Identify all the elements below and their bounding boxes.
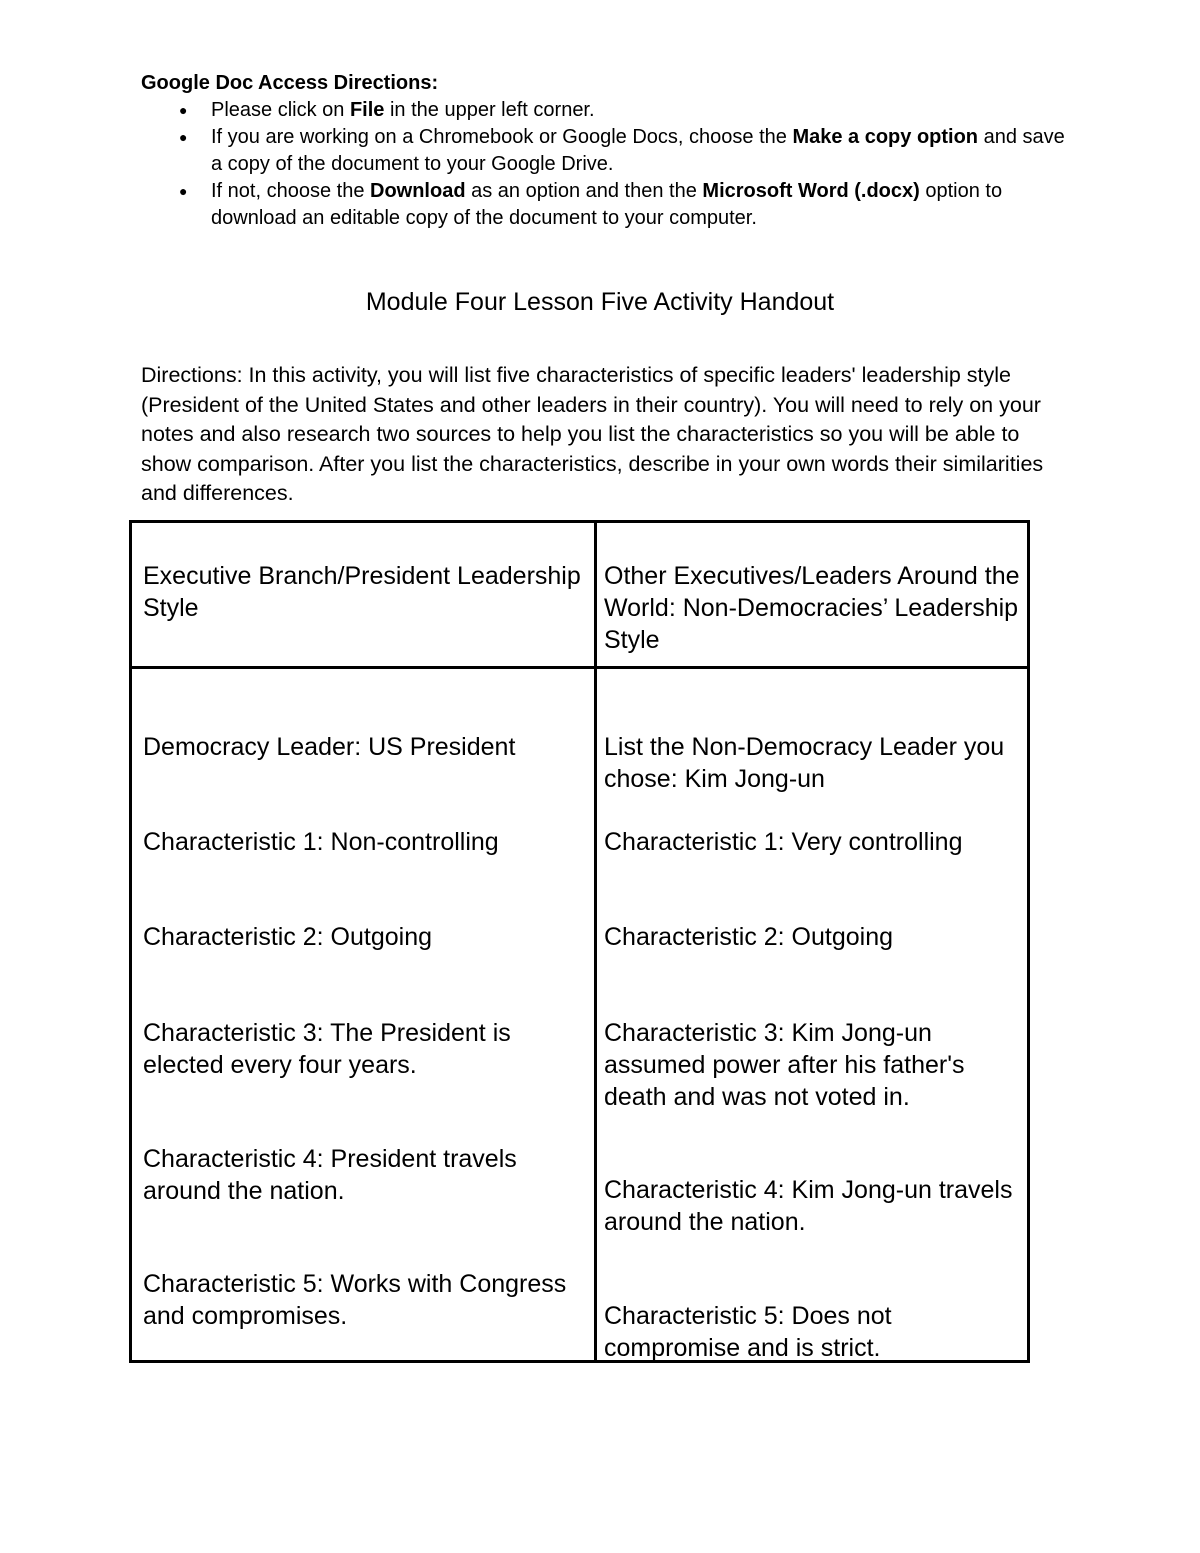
right-characteristic-2: Characteristic 2: Outgoing <box>604 923 894 951</box>
left-characteristic-4: Characteristic 4: President travels around the nation. <box>143 1145 517 1205</box>
left-characteristic-2: Characteristic 2: Outgoing <box>143 923 433 951</box>
item-bold-text: Download <box>370 180 466 202</box>
page-title: Module Four Lesson Five Activity Handout <box>365 288 835 316</box>
access-directions <box>141 70 1071 232</box>
right-leader: List the Non-Democracy Leader you chose: Kim Jong-un <box>604 733 1005 793</box>
activity-directions: Directions: In this activity, you will list five characteristics of specific leaders' leadership style (President of the United States and other leaders in their country). You will need to rely on your notes and also research two sources to help you list the characteristics so you will be able to show comparison. After you list the characteristics, describe in your own words their similarities and differences. <box>141 363 1044 505</box>
bullet-icon: ● <box>179 102 188 118</box>
item-bold-text: File <box>349 99 385 121</box>
right-characteristic-1: Characteristic 1: Very controlling <box>604 828 963 856</box>
item-text: If you are working on a Chromebook or Google Docs, choose the <box>211 126 793 148</box>
left-characteristic-1: Characteristic 1: Non-controlling <box>143 828 499 856</box>
right-characteristic-3: Characteristic 3: Kim Jong-un assumed power after his father's death and was not voted in. <box>604 1019 965 1111</box>
header-left: Executive Branch/President Leadership Style <box>143 562 581 622</box>
bullet-icon: ● <box>179 129 188 145</box>
right-characteristic-5: Characteristic 5: Does not compromise and is strict. <box>604 1302 892 1362</box>
access-directions-heading: Google Doc Access Directions: <box>141 72 439 94</box>
item-text: and save a copy of the document to your Google Drive. <box>211 126 1065 175</box>
bullet-icon: ● <box>179 183 188 199</box>
item-text: as an option and then the <box>465 180 703 202</box>
column-divider <box>594 523 597 1360</box>
left-characteristic-5: Characteristic 5: Works with Congress and compromises. <box>143 1270 567 1330</box>
item-text: Please click on <box>211 99 350 121</box>
comparison-table <box>129 520 1030 1363</box>
header-right: Other Executives/Leaders Around the World: Non-Democracies’ Leadership Style <box>604 562 1020 654</box>
list-item <box>141 178 1071 232</box>
right-characteristic-4: Characteristic 4: Kim Jong-un travels around the nation. <box>604 1176 1013 1236</box>
left-leader: Democracy Leader: US President <box>143 733 516 761</box>
list-item <box>141 97 1071 124</box>
item-text: in the upper left corner. <box>384 99 595 121</box>
access-directions-list <box>141 97 1071 232</box>
left-characteristic-3: Characteristic 3: The President is elected every four years. <box>143 1019 511 1079</box>
item-bold-text: Make a copy option <box>792 126 979 148</box>
item-bold-text: Microsoft Word (.docx) <box>702 180 920 202</box>
header-divider <box>132 666 1027 669</box>
item-text: If not, choose the <box>211 180 370 202</box>
list-item <box>141 124 1071 178</box>
item-text: option to download an editable copy of the document to your computer. <box>211 180 1003 229</box>
